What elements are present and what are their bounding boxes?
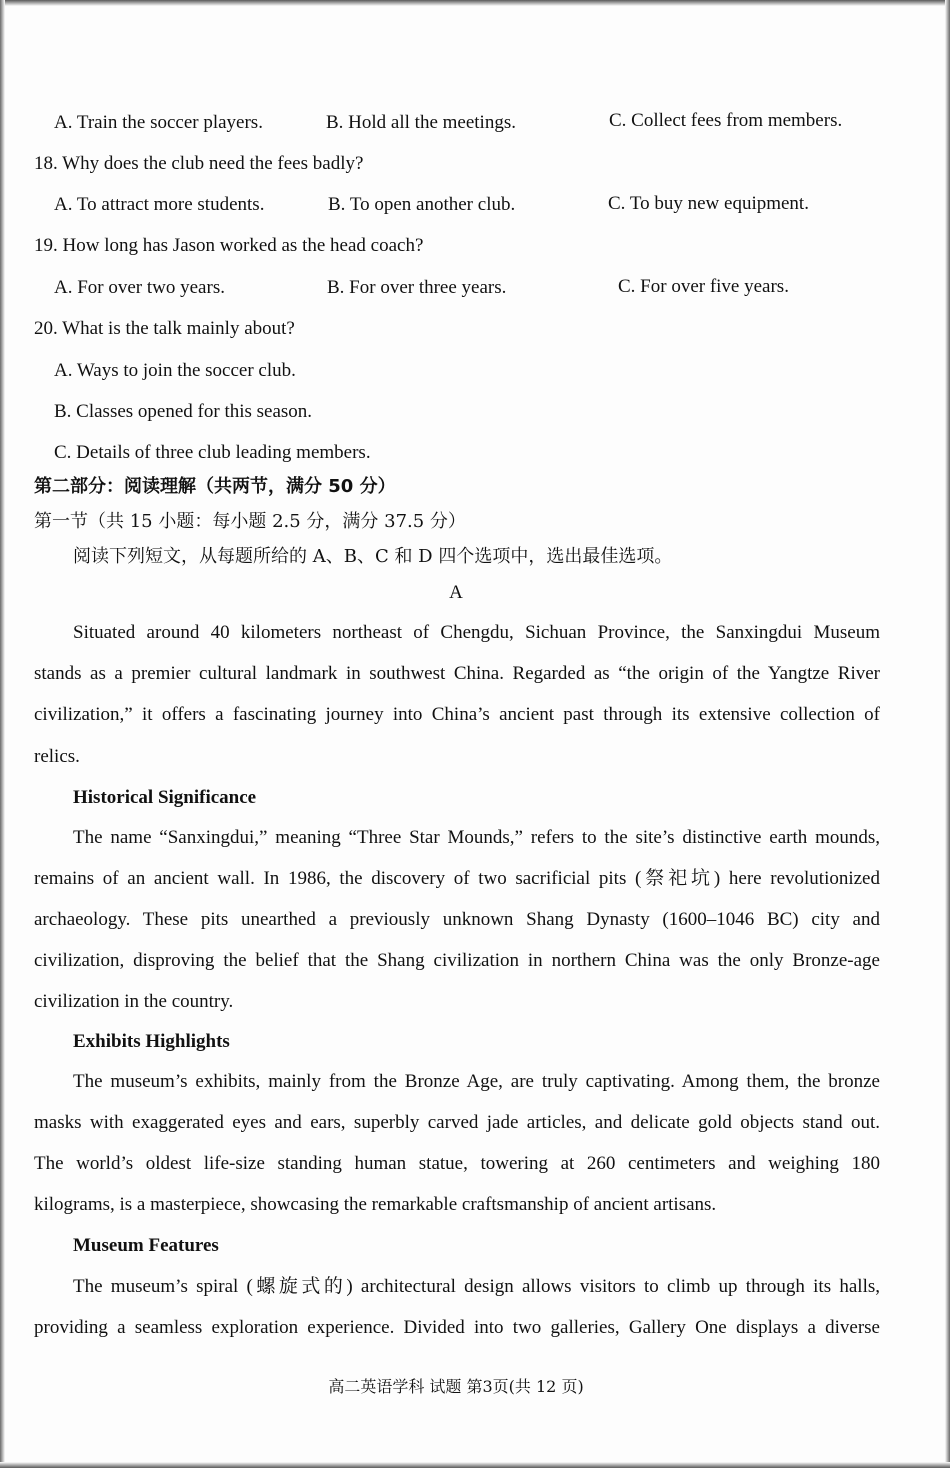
paragraph-line: kilograms, is a masterpiece, showcasing the remarkable craftsmanship of ancient artisans. — [34, 1194, 717, 1215]
q20-question: 20. What is the talk mainly about? — [34, 318, 295, 339]
q19-option-a: A. For over two years. — [54, 277, 225, 298]
paragraph-line: masks with exaggerated eyes and ears, superbly carved jade articles, and delicate gold objects stand out. — [34, 1112, 880, 1133]
q17-option-c: C. Collect fees from members. — [609, 110, 843, 131]
part-title: 第二部分：阅读理解（共两节，满分 50 分） — [34, 476, 396, 497]
heading-historical-significance: Historical Significance — [73, 787, 257, 808]
paragraph-line: providing a seamless exploration experience. Divided into two galleries, Gallery One displays a diverse — [34, 1317, 880, 1338]
paragraph-line: The museum’s exhibits, mainly from the Bronze Age, are truly captivating. Among them, the bronze — [73, 1071, 880, 1092]
paragraph-line: remains of an ancient wall. In 1986, the discovery of two sacrificial pits (祭祀坑) here revolutionized — [34, 868, 880, 889]
q17-option-b: B. Hold all the meetings. — [326, 112, 516, 133]
heading-exhibits-highlights: Exhibits Highlights — [73, 1031, 230, 1052]
scan-edge-right — [945, 0, 950, 1468]
page-footer: 高二英语学科 试题 第3页(共 12 页) — [328, 1377, 584, 1396]
q18-option-c: C. To buy new equipment. — [608, 193, 809, 214]
paragraph-line: The museum’s spiral (螺旋式的) architectural design allows visitors to climb up through its halls, — [73, 1276, 880, 1297]
paragraph-line: archaeology. These pits unearthed a previously unknown Shang Dynasty (1600–1046 BC) city and — [34, 909, 880, 930]
subsection-title: 第一节（共 15 小题：每小题 2.5 分，满分 37.5 分） — [34, 511, 466, 532]
scan-edge-bottom — [0, 1462, 950, 1468]
q19-option-b: B. For over three years. — [327, 277, 507, 298]
q17-option-a: A. Train the soccer players. — [54, 112, 263, 133]
q19-question: 19. How long has Jason worked as the head coach? — [34, 235, 424, 256]
q20-option-b: B. Classes opened for this season. — [54, 401, 313, 422]
passage-label: A — [449, 582, 463, 603]
paragraph-line: civilization, disproving the belief that the Shang civilization in northern China was the only Bronze-age — [34, 950, 880, 971]
q20-option-c: C. Details of three club leading members. — [54, 442, 371, 463]
paragraph-line: civilization in the country. — [34, 991, 234, 1012]
scan-edge-left — [0, 0, 5, 1468]
heading-museum-features: Museum Features — [73, 1235, 219, 1256]
intro-line: civilization,” it offers a fascinating journey into China’s ancient past through its extensive collection of — [34, 704, 880, 725]
intro-line: relics. — [34, 746, 80, 767]
q18-option-a: A. To attract more students. — [54, 194, 265, 215]
q18-option-b: B. To open another club. — [328, 194, 516, 215]
intro-line: stands as a premier cultural landmark in southwest China. Regarded as “the origin of the Yangtze River — [34, 663, 880, 684]
q20-option-a: A. Ways to join the soccer club. — [54, 360, 296, 381]
scan-edge-top — [0, 0, 950, 6]
intro-line: Situated around 40 kilometers northeast of Chengdu, Sichuan Province, the Sanxingdui Museum — [73, 622, 880, 643]
paragraph-line: The name “Sanxingdui,” meaning “Three Star Mounds,” refers to the site’s distinctive earth mounds, — [73, 827, 880, 848]
q19-option-c: C. For over five years. — [618, 276, 789, 297]
paragraph-line: The world’s oldest life-size standing human statue, towering at 260 centimeters and weighing 180 — [34, 1153, 880, 1174]
instructions: 阅读下列短文，从每题所给的 A、B、C 和 D 四个选项中，选出最佳选项。 — [73, 546, 673, 567]
q18-question: 18. Why does the club need the fees badly? — [34, 153, 364, 174]
